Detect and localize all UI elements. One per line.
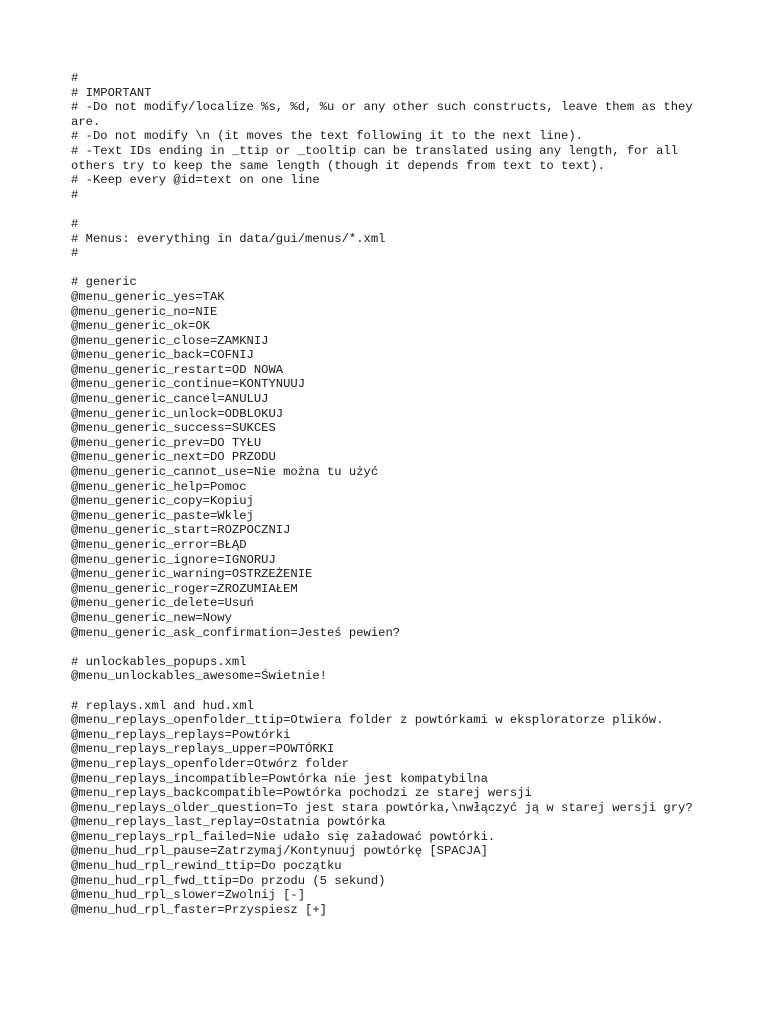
text-line: @menu_hud_rpl_slower=Zwolnij [-] [71, 888, 306, 903]
text-line: # -Do not modify \n (it moves the text following it to the next line). [71, 129, 583, 144]
text-line: @menu_generic_no=NIE [71, 304, 218, 319]
text-line: @menu_generic_ignore=IGNORUJ [71, 552, 276, 567]
text-line: # [71, 216, 79, 231]
text-line: @menu_generic_continue=KONTYNUUJ [71, 377, 306, 392]
text-line: @menu_generic_cancel=ANULUJ [71, 392, 269, 407]
text-line: # generic [71, 275, 137, 290]
document-page [71, 71, 701, 917]
text-line: @menu_replays_replays_upper=POWTÓRKI [71, 742, 335, 757]
text-line: # IMPORTANT [71, 85, 152, 100]
text-line: @menu_generic_prev=DO TYŁU [71, 435, 262, 450]
text-line: @menu_generic_delete=Usuń [71, 596, 254, 611]
text-line: @menu_replays_openfolder=Otwórz folder [71, 756, 349, 771]
text-line: @menu_generic_copy=Kopiuj [71, 494, 254, 509]
text-line: @menu_hud_rpl_fwd_ttip=Do przodu (5 sekund) [71, 873, 386, 888]
text-line: @menu_generic_close=ZAMKNIJ [71, 333, 269, 348]
text-line: # [71, 71, 79, 85]
text-line: @menu_generic_next=DO PRZODU [71, 450, 276, 465]
text-line: @menu_generic_warning=OSTRZEŻENIE [71, 567, 313, 582]
text-line: @menu_generic_roger=ZROZUMIAŁEM [71, 581, 298, 596]
text-line: @menu_unlockables_awesome=Świetnie! [71, 669, 327, 684]
text-line: @menu_hud_rpl_rewind_ttip=Do początku [71, 859, 342, 874]
text-line: @menu_generic_cannot_use=Nie można tu użyć [71, 465, 379, 480]
text-line: @menu_replays_backcompatible=Powtórka pochodzi ze starej wersji [71, 786, 532, 801]
text-line: @menu_generic_paste=Wklej [71, 508, 254, 523]
text-line: @menu_generic_unlock=ODBLOKUJ [71, 406, 284, 421]
text-line: @menu_generic_error=BŁĄD [71, 538, 247, 552]
text-line [71, 261, 701, 276]
text-line: @menu_replays_older_question=To jest stara powtórka,\nwłączyć ją w starej wersji gry? [71, 800, 693, 815]
text-line: @menu_generic_new=Nowy [71, 610, 232, 625]
text-line: # -Text IDs ending in _ttip or _tooltip can be translated using any length, for all others try to keep the same length (though it depends from text to text). [71, 143, 686, 173]
text-line: @menu_generic_ask_confirmation=Jesteś pewien? [71, 625, 401, 640]
text-line: @menu_generic_help=Pomoc [71, 479, 247, 494]
text-line: # [71, 246, 79, 261]
text-line: @menu_replays_last_replay=Ostatnia powtórka [71, 815, 386, 830]
text-line: # [71, 187, 79, 202]
text-line: @menu_generic_yes=TAK [71, 289, 225, 304]
text-line: @menu_generic_start=ROZPOCZNIJ [71, 523, 291, 538]
text-line: # unlockables_popups.xml [71, 654, 247, 669]
text-line: @menu_replays_rpl_failed=Nie udało się załadować powtórki. [71, 829, 496, 844]
text-line: # -Do not modify/localize %s, %d, %u or any other such constructs, leave them as they are. [71, 100, 700, 129]
text-line: # Menus: everything in data/gui/menus/*.xml [71, 231, 386, 246]
text-line: @menu_hud_rpl_pause=Zatrzymaj/Kontynuuj powtórkę [SPACJA] [71, 844, 488, 859]
text-line [71, 684, 701, 699]
text-line: # replays.xml and hud.xml [71, 698, 254, 713]
text-line [71, 202, 701, 217]
text-line: @menu_generic_back=COFNIJ [71, 348, 254, 363]
text-line [71, 640, 701, 655]
text-line: @menu_generic_restart=OD NOWA [71, 362, 284, 377]
text-line: @menu_generic_ok=OK [71, 319, 210, 334]
text-line: @menu_hud_rpl_faster=Przyspiesz [+] [71, 902, 327, 917]
text-line: @menu_replays_openfolder_ttip=Otwiera folder z powtórkami w eksploratorze plików. [71, 713, 664, 728]
text-line: @menu_generic_success=SUKCES [71, 421, 276, 436]
text-line: @menu_replays_replays=Powtórki [71, 727, 291, 742]
text-line: @menu_replays_incompatible=Powtórka nie jest kompatybilna [71, 771, 488, 786]
text-line: # -Keep every @id=text on one line [71, 173, 320, 188]
